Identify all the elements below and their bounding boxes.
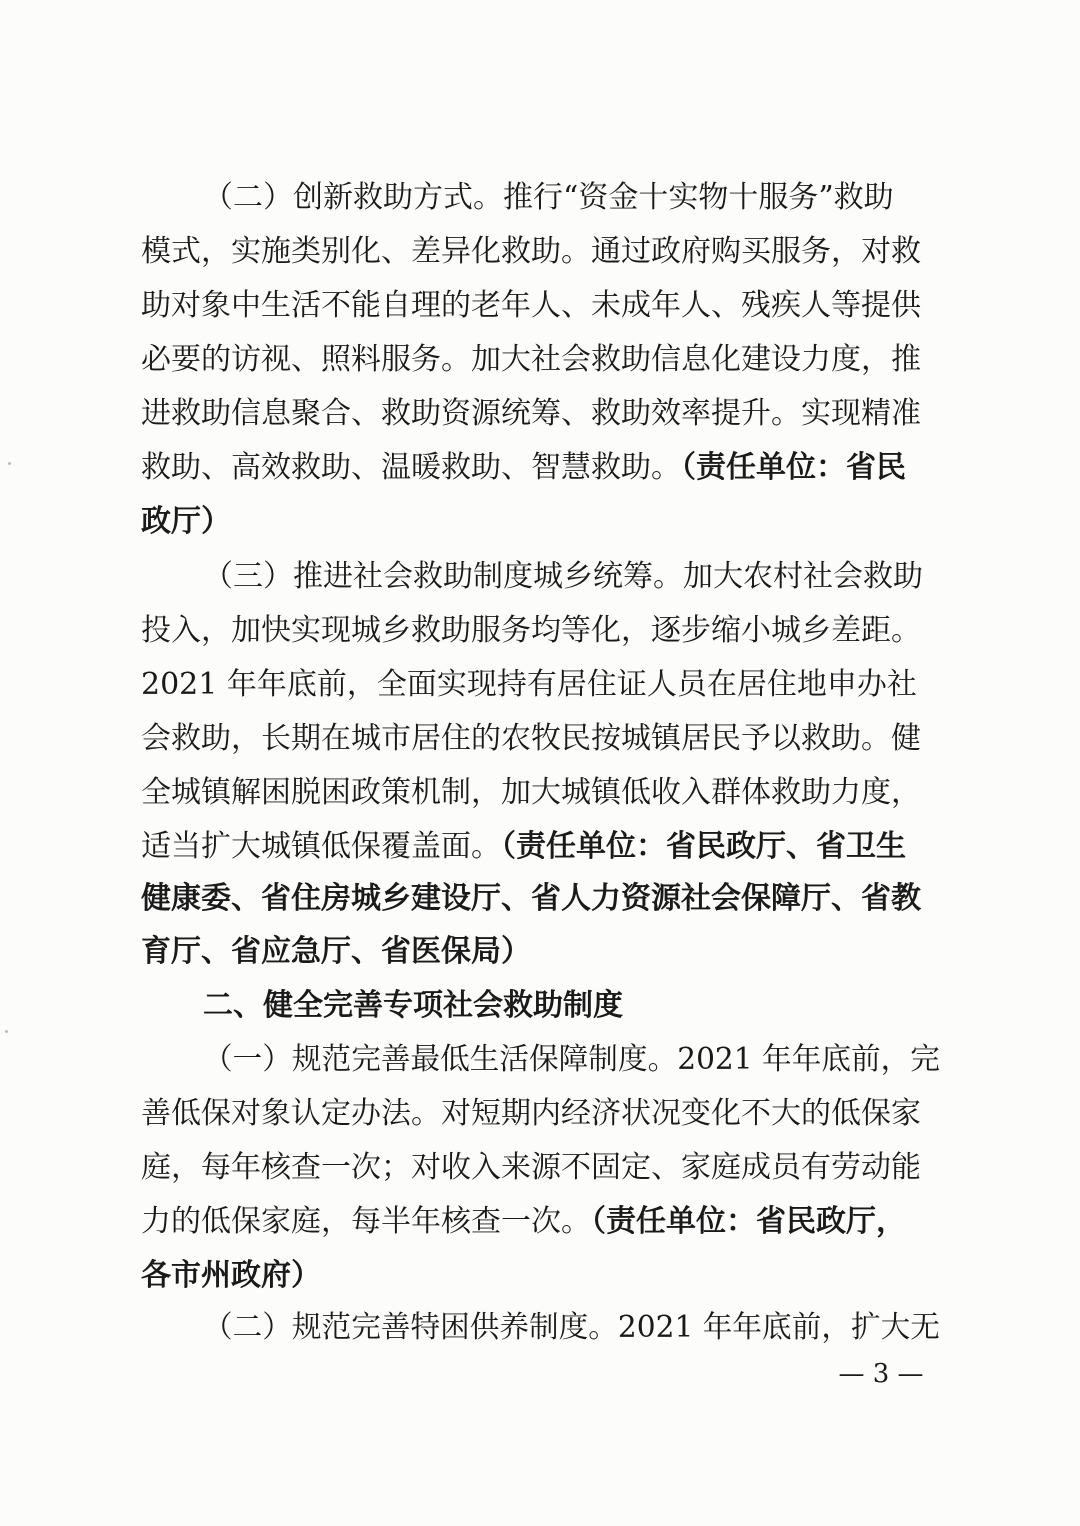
paragraph-line: 模式，实施类别化、差异化救助。通过政府购买服务，对救: [141, 234, 921, 269]
scan-speck: [5, 1030, 8, 1033]
paragraph-line: 投入，加快实现城乡救助服务均等化，逐步缩小城乡差距。: [141, 613, 921, 648]
paragraph-text: 适当扩大城镇低保覆盖面。: [141, 829, 501, 864]
paragraph-line: 会救助，长期在城市居住的农牧民按城镇居民予以救助。健: [141, 721, 921, 756]
paragraph-line: 助对象中生活不能自理的老年人、未成年人、残疾人等提供: [141, 288, 921, 323]
paragraph-text: 力的低保家庭，每半年核查一次。: [141, 1204, 591, 1239]
paragraph-line: [141, 1202, 906, 1242]
paragraph-line: 全城镇解困脱困政策机制，加大城镇低收入群体救助力度，: [141, 775, 921, 810]
paragraph-line: 2021 年年底前，全面实现持有居住证人员在居住地申办社: [141, 667, 917, 702]
responsible-unit: （责任单位：省民政厅，: [591, 1204, 906, 1239]
responsible-unit: 健康委、省住房城乡建设厅、省人力资源社会保障厅、省教: [141, 881, 921, 916]
paragraph-line: 必要的访视、照料服务。加大社会救助信息化建设力度，推: [141, 342, 921, 377]
paragraph-line: 进救助信息聚合、救助资源统筹、救助效率提升。实现精准: [141, 396, 921, 431]
paragraph-text: 救助、高效救助、温暖救助、智慧救助。: [141, 450, 681, 485]
responsible-unit: 各市州政府）: [141, 1258, 321, 1293]
paragraph-line: [141, 448, 906, 488]
responsible-unit: （责任单位：省民: [681, 450, 906, 485]
paragraph-line: [141, 827, 906, 867]
paragraph-line: 庭，每年核查一次；对收入来源不固定、家庭成员有劳动能: [141, 1150, 921, 1185]
paragraph-line: 善低保对象认定办法。对短期内经济状况变化不大的低保家: [141, 1096, 921, 1131]
responsible-unit: 育厅、省应急厅、省医保局）: [141, 934, 531, 969]
responsible-unit: 政厅）: [141, 504, 231, 539]
responsible-unit: （责任单位：省民政厅、省卫生: [501, 829, 906, 864]
section-heading: 二、健全完善专项社会救助制度: [203, 988, 623, 1023]
paragraph-line: （三）推进社会救助制度城乡统筹。加大农村社会救助: [203, 559, 923, 594]
paragraph-line: （一）规范完善最低生活保障制度。2021 年年底前，完: [203, 1042, 940, 1077]
paragraph-line: （二）规范完善特困供养制度。2021 年年底前，扩大无: [203, 1310, 940, 1345]
scan-speck: [8, 462, 11, 465]
page-number: — 3 —: [838, 1359, 924, 1389]
paragraph-line: （二）创新救助方式。推行“资金十实物十服务”救助: [203, 180, 894, 215]
